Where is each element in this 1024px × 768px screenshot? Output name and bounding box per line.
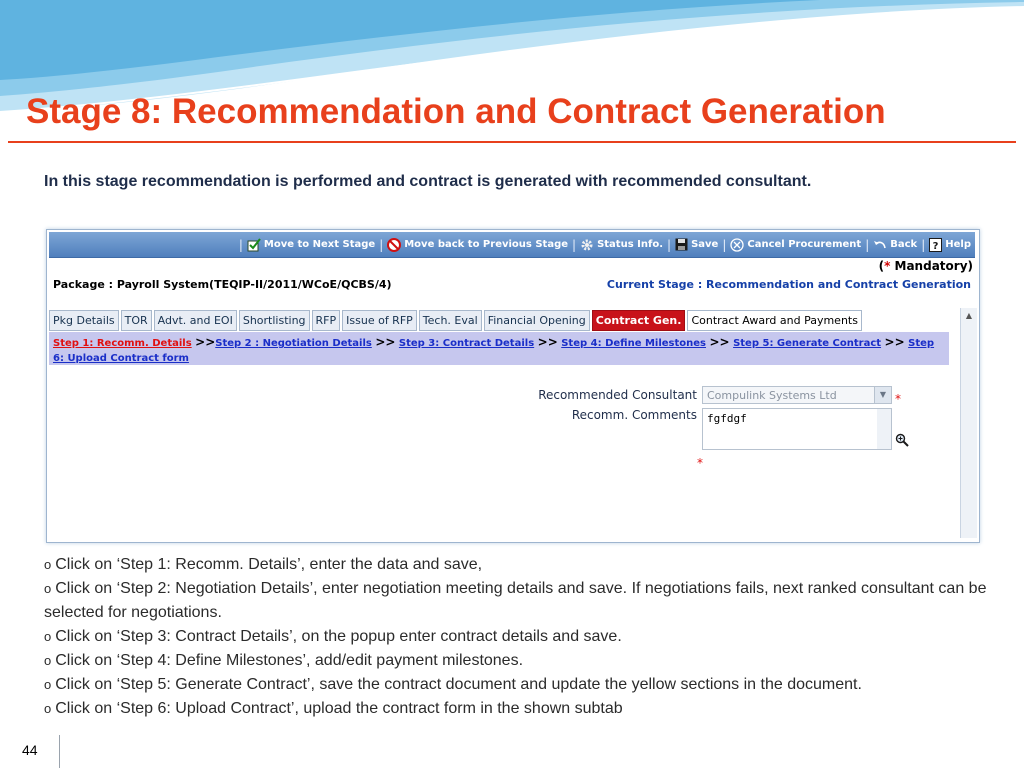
move-back-stage-button[interactable] [387,238,568,252]
bullet-marker: o [44,701,52,716]
toolbar-separator: | [572,237,577,252]
step-1-recomm-details[interactable]: Step 1: Recomm. Details [53,338,192,349]
recomm-comments-label: Recomm. Comments [571,408,697,422]
toolbar-separator: | [379,237,384,252]
step-separator: >> [884,335,905,349]
instruction-item [44,697,1004,721]
tab-tor[interactable]: TOR [121,310,152,331]
tab-advt-eoi[interactable]: Advt. and EOI [154,310,237,331]
instruction-item [44,625,1004,649]
save-label: Save [691,239,719,250]
cancel-procurement-label: Cancel Procurement [747,239,862,250]
instruction-item [44,577,1004,625]
step-4-define-milestones[interactable]: Step 4: Define Milestones [561,338,706,349]
instruction-text: Click on ‘Step 6: Upload Contract’, upload the contract form in the shown subtab [55,700,623,717]
step-separator: >> [375,335,396,349]
mandatory-star: * [884,259,891,273]
tab-contract-gen[interactable]: Contract Gen. [592,310,686,331]
scroll-up-icon[interactable]: ▲ [965,310,973,320]
cancel-procurement-button[interactable] [730,238,861,252]
tab-pkg-details[interactable]: Pkg Details [49,310,119,331]
intro-text: In this stage recommendation is performed and contract is generated with recommended consultant. [44,173,812,190]
instruction-item [44,553,1004,577]
toolbar-separator: | [722,237,727,252]
tab-tech-eval[interactable]: Tech. Eval [419,310,482,331]
magnifier-icon[interactable] [895,433,909,447]
no-entry-icon [387,238,401,252]
tab-financial-opening[interactable]: Financial Opening [484,310,590,331]
floppy-disk-icon [675,238,688,251]
step-links [49,332,949,365]
recommended-consultant-value: Compulink Systems Ltd [707,389,837,402]
instruction-text: Click on ‘Step 5: Generate Contract’, save the contract document and update the yellow sections in the document. [55,676,862,693]
bullet-marker: o [44,629,52,644]
tab-shortlisting[interactable]: Shortlisting [239,310,310,331]
page-number: 44 [22,742,38,758]
tab-rfp[interactable]: RFP [312,310,341,331]
step-6-upload-contract[interactable]: Step 6: Upload Contract form [53,338,935,364]
toolbar-separator: | [667,237,672,252]
title-underline [8,141,1016,143]
required-marker: * [697,456,703,470]
app-screenshot [46,229,980,543]
move-next-stage-label: Move to Next Stage [263,239,376,250]
move-next-stage-button[interactable] [247,238,375,252]
toolbar-separator: | [865,237,870,252]
instruction-item [44,649,1004,673]
step-separator: >> [195,335,216,349]
instruction-text: Click on ‘Step 4: Define Milestones’, add/edit payment milestones. [55,652,524,669]
tab-contract-award-payments[interactable]: Contract Award and Payments [687,310,862,331]
mandatory-note [879,259,973,273]
instruction-text: Click on ‘Step 1: Recomm. Details’, enter the data and save, [55,556,483,573]
help-icon [929,238,942,252]
bullet-marker: o [44,557,52,572]
mandatory-open: ( [878,259,885,273]
slide-title: Stage 8: Recommendation and Contract Generation [26,92,886,131]
toolbar-separator: | [238,237,243,252]
mandatory-text: Mandatory) [890,259,973,273]
bullet-marker: o [44,677,52,692]
textarea-scrollbar[interactable] [877,409,891,449]
step-separator: >> [709,335,730,349]
check-document-icon [247,238,261,252]
step-3-contract-details[interactable]: Step 3: Contract Details [398,338,535,349]
page-number-divider [59,735,60,768]
required-marker: * [895,392,901,406]
toolbar-separator: | [921,237,926,252]
stage-tabs [49,310,864,331]
step-2-negotiation-details[interactable]: Step 2 : Negotiation Details [215,338,372,349]
recomm-comments-textarea[interactable] [702,408,892,450]
help-button[interactable] [929,238,971,252]
chevron-down-icon[interactable]: ▼ [874,387,891,403]
help-label: Help [945,239,971,250]
move-back-stage-label: Move back to Previous Stage [404,239,569,250]
package-row [49,273,975,295]
bullet-marker: o [44,581,52,596]
svg-text:?: ? [932,240,939,252]
back-button[interactable] [873,238,917,252]
recomm-comments-value: fgfdgf [707,412,747,425]
package-name: Package : Payroll System(TEQIP-II/2011/WCoE/QCBS/4) [53,277,392,291]
step-separator: >> [537,335,558,349]
status-info-button[interactable] [580,238,663,252]
back-arrow-icon [873,238,887,252]
back-label: Back [890,239,918,250]
gear-icon [580,238,594,252]
tab-issue-of-rfp[interactable]: Issue of RFP [342,310,417,331]
status-info-label: Status Info. [597,239,664,250]
current-stage: Current Stage : Recommendation and Contract Generation [606,277,971,291]
vertical-scrollbar[interactable] [960,308,977,538]
recommended-consultant-select[interactable] [702,386,892,404]
action-toolbar [49,232,975,258]
instruction-text: Click on ‘Step 2: Negotiation Details’, enter negotiation meeting details and save. If negotiations fails, next ranked consultant can be selected for negotiations. [44,580,987,621]
instruction-item [44,673,1004,697]
bullet-marker: o [44,653,52,668]
step-5-generate-contract[interactable]: Step 5: Generate Contract [733,338,882,349]
instruction-list [44,553,1004,721]
instruction-text: Click on ‘Step 3: Contract Details’, on the popup enter contract details and save. [55,628,622,645]
cancel-circle-icon [730,238,744,252]
recommended-consultant-label: Recommended Consultant [538,388,697,402]
save-button[interactable] [675,238,718,251]
